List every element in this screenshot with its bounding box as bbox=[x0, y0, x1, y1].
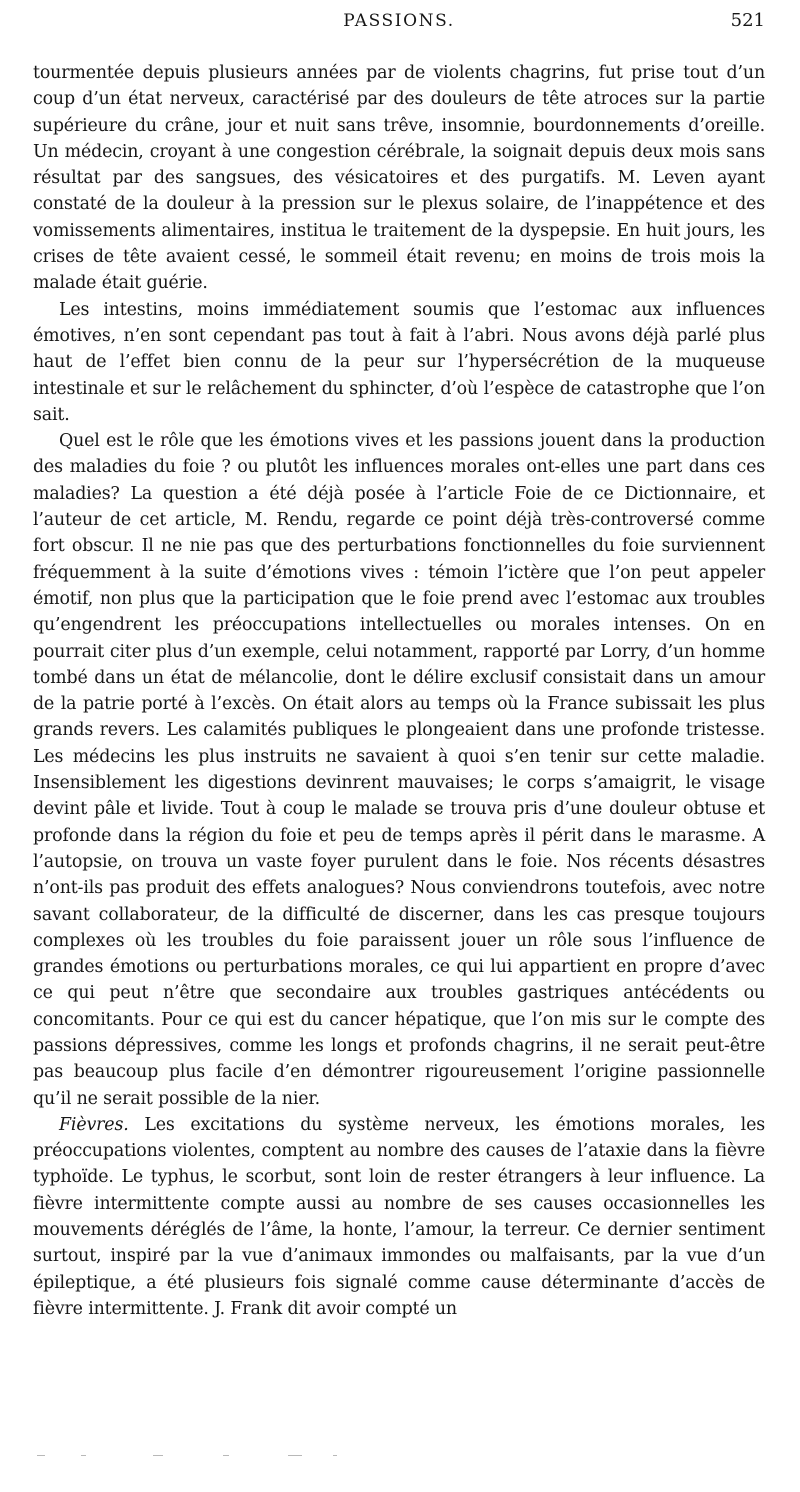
paragraph-text: tourmentée depuis plusieurs années par de violents chagrins, fut prise tout d’un coup d’un état nerveux, caractérisé par des douleurs de tête atroces sur la partie supérieure du crâne, jour et nuit sans trêve, insomnie, bourdonnements d’oreille. Un médecin, croyant à une congestion cérébrale, la soignait depuis deux mois sans résultat par des sangsues, des vésicatoires et des purgatifs. M. Leven ayant constaté de la douleur à la pression sur le plexus solaire, de l’inappétence et des vomissements alimentaires, institua le traitement de la dyspepsie. En huit jours, les crises de tête avaient cessé, le sommeil était revenu; en moins de trois mois la malade était guérie. bbox=[33, 63, 765, 294]
paragraph-text: Les intestins, moins immédiatement soumis que l’estomac aux influences émotives, n’en sont cependant pas tout à fait à l’abri. Nous avons déjà parlé plus haut de l’effet bien connu de la peur sur l’hypersécrétion de la muqueuse intestinale et sur le relâchement du sphincter, d’où l’espèce de catastrophe que l’on sait. bbox=[33, 299, 765, 425]
print-speck bbox=[81, 1455, 86, 1456]
print-speck bbox=[288, 1455, 302, 1456]
print-speck bbox=[37, 1455, 45, 1456]
body-text bbox=[33, 60, 765, 1322]
page-number: 521 bbox=[730, 10, 765, 31]
paragraph-text: Les excitations du système nerveux, les émotions morales, les préoccupations violentes, comptent au nombre des causes de l’ataxie dans la fièvre typhoïde. Le typhus, le scorbut, sont loin de rester étrangers à leur influence. La fièvre intermittente compte aussi au nombre de ses causes occasionnelles les mouvements déréglés de l’âme, la honte, l’amour, la terreur. Ce dernier sentiment surtout, inspiré par la vue d’animaux immondes ou malfaisants, par la vue d’un épileptique, a été plusieurs fois signalé comme cause déterminante d’accès de fièvre intermittente. J. Frank dit avoir compté un bbox=[33, 1114, 765, 1319]
running-title: PASSIONS. bbox=[343, 11, 455, 31]
footer-specks bbox=[33, 1450, 433, 1464]
print-speck bbox=[223, 1455, 229, 1456]
paragraph-dyspepsia-case bbox=[33, 60, 765, 297]
paragraph-text: Quel est le rôle que les émotions vives et les passions jouent dans la production des maladies du foie ? ou plutôt les influences morales ont-elles une part dans ces maladies? La question a été déjà posée à l’article Foie de ce Dictionnaire, et l’auteur de cet article, M. Rendu, regarde ce point déjà très-controversé comme fort obscur. Il ne nie pas que des perturbations fonctionnelles du foie surviennent fréquemment à la suite d’émotions vives : témoin l’ictère que l’on peut appeler émotif, non plus que la participation que le foie prend avec l’estomac aux troubles qu’engendrent les préoccupations intellectuelles ou morales intenses. On en pourrait citer plus d’un exemple, celui notamment, rapporté par Lorry, d’un homme tombé dans un état de mélancolie, dont le délire exclusif consistait dans un amour de la patrie porté à l’excès. On était alors au temps où la France subissait les plus grands revers. Les calamités publiques le plongeaient dans une profonde tristesse. Les médecins les plus instruits ne savaient à quoi s’en tenir sur cette maladie. Insensiblement les digestions devinrent mauvaises; le corps s’amaigrit, le visage devint pâle et livide. Tout à coup le malade se trouva pris d’une douleur obtuse et profonde dans la région du foie et peu de temps après il périt dans le marasme. A l’autopsie, on trouva un vaste foyer purulent dans le foie. Nos récents désastres n’ont-ils pas produit des effets analogues? Nous conviendrons toutefois, avec notre savant collaborateur, de la difficulté de discerner, dans les cas presque toujours complexes où les troubles du foie paraissent jouer un rôle sous l’influence de grandes émotions ou perturbations morales, ce qui lui appartient en propre d’avec ce qui peut n’être que secondaire aux troubles gastriques antécédents ou concomitants. Pour ce qui est du cancer hépatique, que l’on mis sur le compte des passions dépressives, comme les longs et profonds chagrins, il ne serait peut-être pas beaucoup plus facile d’en démontrer rigoureusement l’origine passionnelle qu’il ne serait possible de la nier. bbox=[33, 431, 765, 1109]
paragraph-liver-diseases bbox=[33, 428, 765, 1112]
section-lead-fevers: Fièvres. bbox=[59, 1114, 129, 1135]
print-speck bbox=[153, 1455, 163, 1456]
running-head bbox=[33, 6, 765, 36]
paragraph-fevers bbox=[33, 1112, 765, 1322]
paragraph-intestines bbox=[33, 297, 765, 428]
print-speck bbox=[333, 1455, 337, 1456]
